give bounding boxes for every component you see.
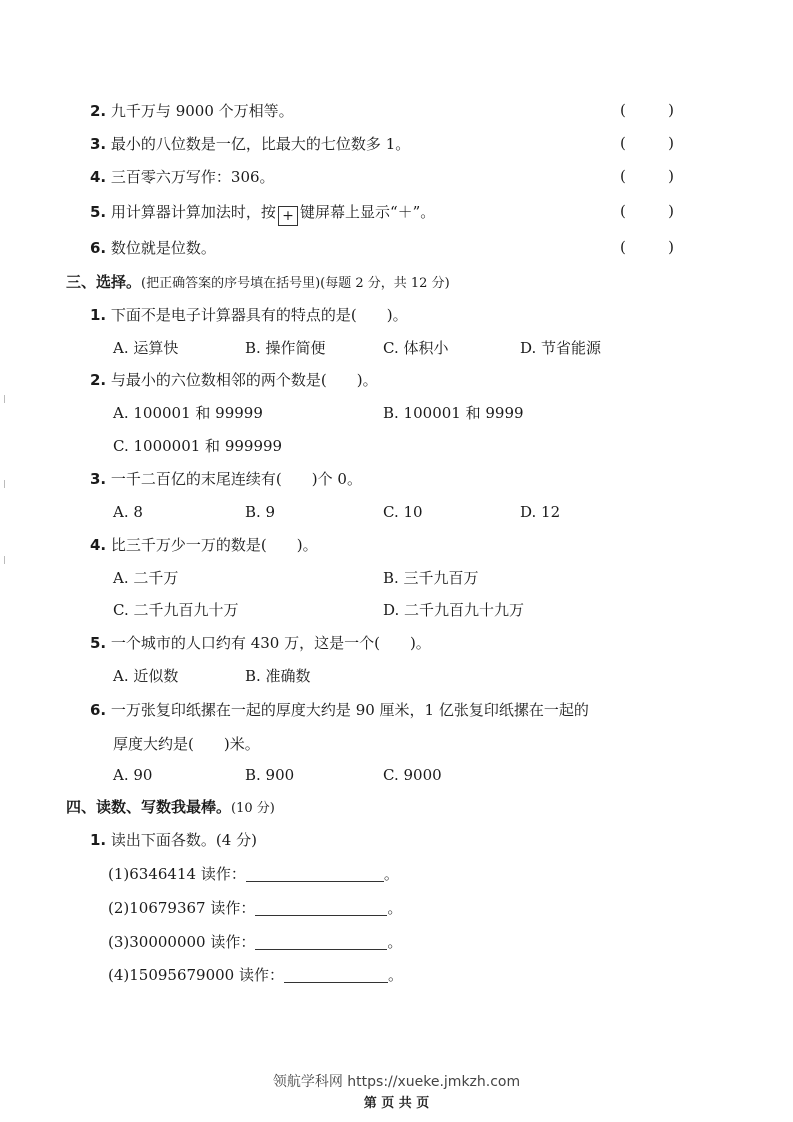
- answer-paren[interactable]: ( ): [620, 238, 674, 256]
- option[interactable]: D. 12: [520, 503, 561, 521]
- item-number: 5.: [90, 203, 107, 221]
- item-text-b: 键屏幕上显示“＋”。: [299, 203, 436, 221]
- read-item-1: 1. 读出下面各数。(4 分): [90, 831, 257, 849]
- option[interactable]: B. 9: [245, 503, 276, 521]
- item-text: 九千万与 9000 个万相等。: [110, 102, 294, 120]
- item-text-a: 用计算器计算加法时，按: [110, 203, 276, 221]
- read-sub-item: (2)10679367 读作： 。: [108, 899, 403, 917]
- item-text: 三百零六万写作：306。: [110, 168, 275, 186]
- item-number: 2.: [90, 102, 107, 120]
- option[interactable]: D. 二千九百九十九万: [383, 601, 525, 619]
- judge-item-5: [90, 202, 435, 226]
- option[interactable]: B. 操作简便: [245, 339, 326, 357]
- answer-blank[interactable]: [255, 899, 387, 916]
- option[interactable]: D. 节省能源: [520, 339, 602, 357]
- option[interactable]: C. 1000001 和 999999: [113, 437, 283, 455]
- item-text: 数位就是位数。: [110, 239, 216, 257]
- option[interactable]: C. 体积小: [383, 339, 449, 357]
- section-heading-choice: 三、选择。(把正确答案的序号填在括号里)(每题 2 分，共 12 分): [66, 273, 450, 291]
- answer-paren[interactable]: ( ): [620, 167, 674, 185]
- choice-item-2: 2. 与最小的六位数相邻的两个数是( )。: [90, 371, 378, 389]
- option[interactable]: B. 100001 和 9999: [383, 404, 524, 422]
- choice-item-1: 1. 下面不是电子计算器具有的特点的是( )。: [90, 306, 408, 324]
- judge-item-2: [90, 101, 294, 121]
- answer-paren[interactable]: ( ): [620, 202, 674, 220]
- margin-mark: [4, 480, 8, 488]
- plus-key-icon: +: [278, 206, 298, 226]
- choice-item-6: 6. 一万张复印纸摞在一起的厚度大约是 90 厘米，1 亿张复印纸摞在一起的: [90, 701, 589, 719]
- option[interactable]: A. 近似数: [113, 667, 179, 685]
- answer-paren[interactable]: ( ): [620, 134, 674, 152]
- margin-mark: [4, 556, 8, 564]
- read-sub-item: (1)6346414 读作： 。: [108, 865, 399, 883]
- page-number: 第 页 共 页: [363, 1096, 430, 1111]
- watermark-text: 领航学科网 https://xueke.jmkzh.com: [272, 1074, 521, 1090]
- choice-item-5: 5. 一个城市的人口约有 430 万，这是一个( )。: [90, 634, 431, 652]
- option[interactable]: C. 9000: [383, 766, 442, 784]
- option[interactable]: A. 二千万: [113, 569, 179, 587]
- read-sub-item: (3)30000000 读作： 。: [108, 933, 403, 951]
- choice-item-3: 3. 一千二百亿的末尾连续有( )个 0。: [90, 470, 362, 488]
- item-number: 4.: [90, 168, 107, 186]
- option[interactable]: C. 10: [383, 503, 423, 521]
- option[interactable]: A. 8: [113, 503, 143, 521]
- answer-blank[interactable]: [284, 966, 388, 983]
- item-text: 最小的八位数是一亿，比最大的七位数多 1。: [110, 135, 411, 153]
- option[interactable]: B. 三千九百万: [383, 569, 479, 587]
- read-sub-item: (4)15095679000 读作： 。: [108, 966, 404, 984]
- option[interactable]: B. 准确数: [245, 667, 311, 685]
- section-heading-read-write: 四、读数、写数我最棒。(10 分): [66, 798, 275, 816]
- choice-item-6-continued: 厚度大约是( )米。: [113, 735, 260, 753]
- answer-blank[interactable]: [246, 865, 384, 882]
- judge-item-4: [90, 167, 275, 187]
- option[interactable]: A. 100001 和 99999: [113, 404, 263, 422]
- margin-mark: [4, 395, 8, 403]
- answer-paren[interactable]: ( ): [620, 101, 674, 119]
- judge-item-3: [90, 134, 410, 154]
- option[interactable]: B. 900: [245, 766, 295, 784]
- judge-item-6: [90, 238, 216, 258]
- answer-blank[interactable]: [255, 933, 387, 950]
- option[interactable]: A. 运算快: [113, 339, 179, 357]
- choice-item-4: 4. 比三千万少一万的数是( )。: [90, 536, 318, 554]
- item-number: 3.: [90, 135, 107, 153]
- option[interactable]: C. 二千九百九十万: [113, 601, 239, 619]
- option[interactable]: A. 90: [113, 766, 153, 784]
- item-number: 6.: [90, 239, 107, 257]
